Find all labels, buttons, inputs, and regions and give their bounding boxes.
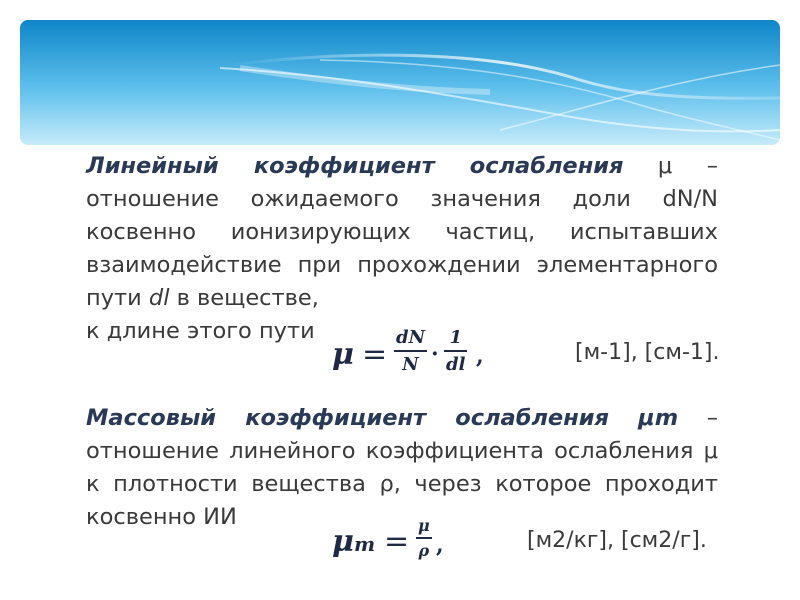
subscript-m: m [353,532,376,556]
mass-coefficient-definition [86,402,718,534]
linear-coefficient-units: [м-1], [см-1]. [575,340,720,365]
header-banner [20,20,780,145]
definition-text-cont: в веществе, [169,285,319,311]
definition-text-last: к длине этого пути [86,318,315,344]
formula-dot: · [431,341,439,367]
definition-text: μ – отношение ожидаемого значения доли dN/N косвенно ионизирующих частиц, испытавших взаимодействие при прохождении элементарного пути [86,153,718,311]
definition-text: – отношение линейного коэффициента ослабления μ к плотности вещества ρ, через которое проходит косвенно ИИ [86,405,718,530]
fraction-numerator: 1 [449,327,462,348]
formula-equals: = [384,524,410,559]
fraction-numerator: μ [418,516,430,535]
fraction-bar [394,350,427,352]
formula-equals: = [362,337,388,372]
fraction-dn-over-n [394,327,427,375]
fraction-mu-over-rho [416,516,432,560]
fraction-denominator: ρ [418,541,430,560]
formula-lhs: μ [332,337,354,372]
fraction-numerator: dN [396,327,426,348]
fraction-one-over-dl [444,327,467,375]
linear-coefficient-definition [86,150,718,348]
mu-symbol: μ [332,524,354,559]
formula-comma: , [436,532,444,558]
linear-coefficient-term: Линейный коэффициент ослабления [86,153,624,179]
fraction-denominator: N [402,354,419,375]
fraction-bar [416,537,432,539]
formula-comma: , [476,343,484,369]
fraction-denominator: dl [446,354,466,375]
mass-coefficient-symbol: μm [608,405,679,431]
fraction-bar [444,350,467,352]
path-symbol: dl [148,285,170,311]
formula-lhs [332,524,375,559]
mass-coefficient-units: [м2/кг], [см2/г]. [527,528,707,553]
mass-coefficient-term: Массовый коэффициент ослабления [86,405,609,431]
